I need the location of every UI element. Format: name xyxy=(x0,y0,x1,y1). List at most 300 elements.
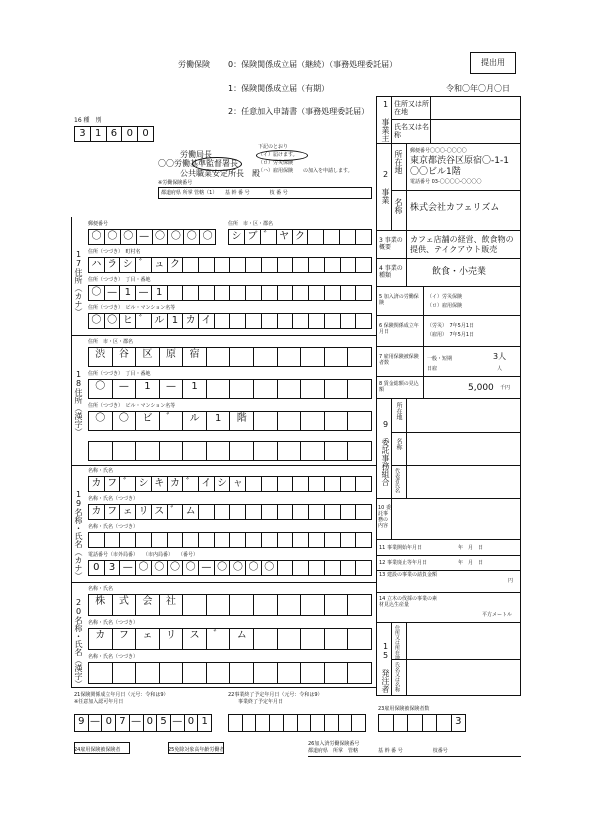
char-cell[interactable]: ム xyxy=(183,505,199,519)
char-cell[interactable] xyxy=(301,629,325,649)
char-cell[interactable]: ム xyxy=(230,629,254,649)
char-cell[interactable] xyxy=(437,715,452,731)
char-cell[interactable] xyxy=(215,505,231,519)
s18-bldg-cells[interactable] xyxy=(88,411,372,431)
char-cell[interactable]: ャ xyxy=(230,477,246,491)
char-cell[interactable] xyxy=(262,477,278,491)
char-cell[interactable]: 3 xyxy=(455,716,462,727)
char-cell[interactable] xyxy=(152,533,168,547)
s19-n1-cells[interactable] xyxy=(88,476,372,492)
char-cell[interactable] xyxy=(301,348,325,366)
char-cell[interactable] xyxy=(325,380,349,398)
s20-n1-cells[interactable] xyxy=(88,594,372,616)
char-cell[interactable] xyxy=(348,663,371,683)
char-cell[interactable] xyxy=(348,412,371,430)
char-cell[interactable]: 〇 xyxy=(121,230,137,244)
char-cell[interactable] xyxy=(309,477,325,491)
char-cell[interactable]: ラ xyxy=(105,258,121,272)
item15-label: 15 発注者 xyxy=(381,642,390,693)
char-cell[interactable] xyxy=(278,477,294,491)
labor-number-box[interactable] xyxy=(158,187,372,199)
char-cell[interactable]: 1 xyxy=(136,380,160,398)
char-cell[interactable] xyxy=(183,286,199,300)
char-cell[interactable] xyxy=(325,442,349,460)
char-cell[interactable]: 1 xyxy=(152,286,168,300)
char-cell[interactable] xyxy=(340,230,356,244)
char-cell[interactable] xyxy=(325,629,349,649)
char-cell[interactable] xyxy=(278,286,294,300)
char-cell[interactable]: ル xyxy=(152,314,168,328)
char-cell[interactable]: ブ xyxy=(245,230,261,244)
char-cell[interactable]: シ xyxy=(229,230,245,244)
char-cell[interactable] xyxy=(325,715,339,731)
char-cell[interactable] xyxy=(215,314,231,328)
char-cell[interactable] xyxy=(120,533,136,547)
char-cell[interactable] xyxy=(246,505,262,519)
char-cell[interactable] xyxy=(301,412,325,430)
char-cell[interactable]: 社 xyxy=(160,595,184,615)
char-cell[interactable]: ク xyxy=(168,258,184,272)
char-cell[interactable] xyxy=(199,258,215,272)
char-cell[interactable]: 5 xyxy=(157,715,171,731)
char-cell[interactable]: 1 xyxy=(168,314,184,328)
recipient-line2: 〇〇労働基準監督署長 xyxy=(158,159,238,168)
char-cell[interactable] xyxy=(356,258,371,272)
char-cell[interactable] xyxy=(230,258,246,272)
char-cell[interactable] xyxy=(309,561,325,575)
char-cell[interactable] xyxy=(356,533,371,547)
char-cell[interactable]: 〇 xyxy=(168,561,184,575)
char-cell[interactable] xyxy=(293,505,309,519)
s18-extra-cells[interactable] xyxy=(88,441,372,461)
char-cell[interactable]: 〇 xyxy=(105,230,121,244)
char-cell[interactable] xyxy=(207,595,231,615)
char-cell[interactable]: リ xyxy=(136,505,152,519)
char-cell[interactable]: フ xyxy=(105,477,121,491)
char-cell[interactable]: 〇 xyxy=(89,412,113,430)
char-cell[interactable]: カ xyxy=(89,477,105,491)
char-cell[interactable] xyxy=(308,230,324,244)
char-cell[interactable]: 1 xyxy=(183,380,207,398)
char-cell[interactable] xyxy=(408,715,423,731)
char-cell[interactable] xyxy=(356,477,371,491)
char-cell[interactable]: ル xyxy=(183,412,207,430)
char-cell[interactable]: 0 xyxy=(142,128,149,139)
char-cell[interactable] xyxy=(379,715,394,731)
char-cell[interactable] xyxy=(183,533,199,547)
s18-city-cells[interactable] xyxy=(88,347,372,367)
item7-unit: 人 xyxy=(497,366,503,372)
char-cell[interactable]: — xyxy=(113,380,137,398)
char-cell[interactable] xyxy=(309,286,325,300)
char-cell[interactable]: — xyxy=(89,715,103,731)
char-cell[interactable] xyxy=(356,230,371,244)
char-cell[interactable]: 宿 xyxy=(183,348,207,366)
item6-b: （雇用） 7年5月1日 xyxy=(427,332,475,338)
char-cell[interactable] xyxy=(278,258,294,272)
char-cell[interactable]: 1 xyxy=(201,716,208,727)
char-cell[interactable]: 1 xyxy=(91,127,107,141)
item10-label: 10 委託事務の内容 xyxy=(378,505,391,529)
char-cell[interactable] xyxy=(262,505,278,519)
char-cell[interactable] xyxy=(89,663,113,683)
char-cell[interactable] xyxy=(325,412,349,430)
char-cell[interactable]: ゛ xyxy=(136,314,152,328)
s18-chome-cells[interactable] xyxy=(88,379,372,399)
item8-value: 5,000 xyxy=(468,383,494,393)
char-cell[interactable]: — xyxy=(160,380,184,398)
char-cell[interactable]: 〇 xyxy=(183,561,199,575)
char-cell[interactable]: ク xyxy=(293,230,309,244)
char-cell[interactable]: 0 xyxy=(144,715,158,731)
char-cell[interactable] xyxy=(113,442,137,460)
char-cell[interactable]: 1 xyxy=(207,412,231,430)
char-cell[interactable]: 3 xyxy=(75,127,91,141)
char-cell[interactable]: キ xyxy=(152,477,168,491)
char-cell[interactable] xyxy=(341,286,357,300)
char-cell[interactable] xyxy=(246,258,262,272)
char-cell[interactable] xyxy=(207,663,231,683)
char-cell[interactable] xyxy=(230,380,254,398)
char-cell[interactable]: 〇 xyxy=(202,231,213,242)
char-cell[interactable] xyxy=(325,314,341,328)
char-cell[interactable]: 〇 xyxy=(89,314,105,328)
char-cell[interactable] xyxy=(278,348,302,366)
item15-b: 氏名又は名称 xyxy=(394,662,400,692)
item2-label: 2 事業 xyxy=(381,170,390,204)
char-cell[interactable] xyxy=(254,348,278,366)
char-cell[interactable]: — xyxy=(171,715,185,731)
char-cell[interactable]: 〇 xyxy=(89,286,105,300)
char-cell[interactable] xyxy=(168,286,184,300)
char-cell[interactable]: シ xyxy=(120,258,136,272)
char-cell[interactable]: カ xyxy=(183,314,199,328)
char-cell[interactable] xyxy=(301,663,325,683)
char-cell[interactable]: ゛ xyxy=(160,412,184,430)
s19-n2-cells[interactable] xyxy=(88,504,372,520)
char-cell[interactable] xyxy=(348,629,371,649)
item11-value: 年 月 日 xyxy=(458,545,484,551)
char-cell[interactable] xyxy=(293,314,309,328)
char-cell[interactable] xyxy=(356,314,371,328)
char-cell[interactable]: 〇 xyxy=(89,230,105,244)
type-cells[interactable] xyxy=(74,126,154,142)
s19-n3-cells[interactable] xyxy=(88,532,372,548)
char-cell[interactable] xyxy=(341,505,357,519)
char-cell[interactable] xyxy=(293,561,309,575)
char-cell[interactable] xyxy=(254,380,278,398)
item12-value: 年 月 日 xyxy=(458,560,484,566)
char-cell[interactable] xyxy=(246,477,262,491)
char-cell[interactable]: ゛ xyxy=(207,629,231,649)
char-cell[interactable] xyxy=(324,230,340,244)
char-cell[interactable]: フ xyxy=(113,629,137,649)
char-cell[interactable]: カ xyxy=(89,505,105,519)
s19-n1-label: 名称・氏名 xyxy=(88,468,114,474)
char-cell[interactable] xyxy=(356,286,371,300)
char-cell[interactable]: 〇 xyxy=(168,230,184,244)
char-cell[interactable] xyxy=(199,286,215,300)
char-cell[interactable]: ス xyxy=(183,629,207,649)
char-cell[interactable] xyxy=(199,533,215,547)
s19-tel-cells[interactable] xyxy=(88,560,372,576)
char-cell[interactable] xyxy=(394,715,409,731)
char-cell[interactable]: イ xyxy=(199,477,215,491)
char-cell[interactable]: ゛ xyxy=(136,258,152,272)
char-cell[interactable] xyxy=(325,286,341,300)
char-cell[interactable]: — xyxy=(105,286,121,300)
char-cell[interactable]: ハ xyxy=(89,258,105,272)
char-cell[interactable]: イ xyxy=(199,314,215,328)
char-cell[interactable] xyxy=(341,533,357,547)
char-cell[interactable] xyxy=(278,629,302,649)
char-cell[interactable] xyxy=(230,442,254,460)
char-cell[interactable]: 7 xyxy=(116,715,130,731)
char-cell[interactable]: 0 xyxy=(89,561,105,575)
char-cell[interactable] xyxy=(229,715,243,731)
char-cell[interactable] xyxy=(230,663,254,683)
char-cell[interactable] xyxy=(284,715,298,731)
char-cell[interactable] xyxy=(254,663,278,683)
char-cell[interactable] xyxy=(183,442,207,460)
char-cell[interactable] xyxy=(278,412,302,430)
char-cell[interactable] xyxy=(325,258,341,272)
char-cell[interactable]: 〇 xyxy=(113,412,137,430)
char-cell[interactable] xyxy=(356,505,371,519)
item13-label: 13 建設の事業の請負金額 xyxy=(379,572,437,578)
char-cell[interactable]: リ xyxy=(160,629,184,649)
char-cell[interactable]: 3 xyxy=(105,561,121,575)
char-cell[interactable] xyxy=(136,533,152,547)
char-cell[interactable]: ゛ xyxy=(183,477,199,491)
char-cell[interactable]: ス xyxy=(152,505,168,519)
char-cell[interactable]: フ xyxy=(105,505,121,519)
char-cell[interactable] xyxy=(278,595,302,615)
char-cell[interactable] xyxy=(168,533,184,547)
char-cell[interactable]: ュ xyxy=(152,258,168,272)
s17-city-cells[interactable] xyxy=(228,229,372,245)
char-cell[interactable] xyxy=(341,477,357,491)
char-cell[interactable] xyxy=(325,595,349,615)
char-cell[interactable] xyxy=(356,561,371,575)
s17-postal-cells[interactable] xyxy=(88,229,216,245)
char-cell[interactable]: 1 xyxy=(120,286,136,300)
char-cell[interactable]: — xyxy=(199,561,215,575)
char-cell[interactable] xyxy=(183,595,207,615)
char-cell[interactable] xyxy=(230,505,246,519)
char-cell[interactable] xyxy=(325,561,341,575)
char-cell[interactable] xyxy=(230,286,246,300)
char-cell[interactable]: 〇 xyxy=(152,561,168,575)
char-cell[interactable]: ェ xyxy=(136,629,160,649)
char-cell[interactable] xyxy=(301,595,325,615)
char-cell[interactable]: 〇 xyxy=(184,230,200,244)
char-cell[interactable]: ゛ xyxy=(120,477,136,491)
char-cell[interactable]: — xyxy=(136,286,152,300)
char-cell[interactable] xyxy=(207,442,231,460)
char-cell[interactable] xyxy=(325,348,349,366)
char-cell[interactable]: 0 xyxy=(122,127,138,141)
char-cell[interactable] xyxy=(301,442,325,460)
char-cell[interactable] xyxy=(309,505,325,519)
char-cell[interactable] xyxy=(105,533,121,547)
char-cell[interactable] xyxy=(262,314,278,328)
item8-label: 8 賃金総額の見込額 xyxy=(379,381,419,393)
char-cell[interactable]: 9 xyxy=(75,715,89,731)
s19-label: 19名称・氏名（カナ） xyxy=(74,490,83,580)
char-cell[interactable] xyxy=(348,442,371,460)
char-cell[interactable] xyxy=(325,533,341,547)
business-addr2: 〇〇ビル1階 xyxy=(410,167,461,177)
char-cell[interactable] xyxy=(270,715,284,731)
char-cell[interactable] xyxy=(136,442,160,460)
char-cell[interactable] xyxy=(246,286,262,300)
char-cell[interactable]: 渋 xyxy=(89,348,113,366)
char-cell[interactable]: 会 xyxy=(136,595,160,615)
char-cell[interactable]: 式 xyxy=(113,595,137,615)
char-cell[interactable]: カ xyxy=(89,629,113,649)
char-cell[interactable]: ビ xyxy=(136,412,160,430)
char-cell[interactable] xyxy=(230,533,246,547)
char-cell[interactable]: 〇 xyxy=(230,561,246,575)
char-cell[interactable] xyxy=(215,533,231,547)
char-cell[interactable]: ゛ xyxy=(261,230,277,244)
char-cell[interactable] xyxy=(309,314,325,328)
s20-n3-cells[interactable] xyxy=(88,662,372,684)
s17-town-cells[interactable] xyxy=(88,257,372,273)
char-cell[interactable] xyxy=(160,663,184,683)
char-cell[interactable] xyxy=(254,412,278,430)
char-cell[interactable]: シ xyxy=(136,477,152,491)
char-cell[interactable]: 〇 xyxy=(262,561,278,575)
char-cell[interactable] xyxy=(341,314,357,328)
char-cell[interactable] xyxy=(325,505,341,519)
char-cell[interactable]: 〇 xyxy=(215,561,231,575)
char-cell[interactable] xyxy=(230,314,246,328)
item5-a: （イ）労災保険 xyxy=(427,294,463,300)
char-cell[interactable] xyxy=(293,477,309,491)
s17-chome-cells[interactable] xyxy=(88,285,372,301)
char-cell[interactable] xyxy=(293,286,309,300)
char-cell[interactable]: シ xyxy=(215,477,231,491)
char-cell[interactable]: ヒ xyxy=(120,314,136,328)
char-cell[interactable] xyxy=(136,663,160,683)
char-cell[interactable] xyxy=(348,348,371,366)
char-cell[interactable] xyxy=(215,258,231,272)
f23-cells[interactable] xyxy=(378,714,466,732)
char-cell[interactable] xyxy=(278,505,294,519)
item3-label: 3 事業の概要 xyxy=(379,237,403,251)
char-cell[interactable]: 〇 xyxy=(105,314,121,328)
char-cell[interactable] xyxy=(278,314,294,328)
char-cell[interactable]: 〇 xyxy=(136,561,152,575)
char-cell[interactable]: 階 xyxy=(230,412,254,430)
char-cell[interactable] xyxy=(278,533,294,547)
char-cell[interactable]: ェ xyxy=(120,505,136,519)
char-cell[interactable]: 6 xyxy=(107,127,123,141)
char-cell[interactable] xyxy=(262,258,278,272)
char-cell[interactable]: — xyxy=(120,561,136,575)
char-cell[interactable] xyxy=(183,258,199,272)
char-cell[interactable] xyxy=(293,533,309,547)
char-cell[interactable] xyxy=(254,595,278,615)
char-cell[interactable]: カ xyxy=(168,477,184,491)
char-cell[interactable] xyxy=(160,442,184,460)
char-cell[interactable] xyxy=(243,715,257,731)
char-cell[interactable]: 〇 xyxy=(89,380,113,398)
char-cell[interactable]: 区 xyxy=(136,348,160,366)
char-cell[interactable] xyxy=(230,595,254,615)
char-cell[interactable]: — xyxy=(130,715,144,731)
char-cell[interactable]: ゛ xyxy=(168,505,184,519)
char-cell[interactable]: 原 xyxy=(160,348,184,366)
f22-cells[interactable] xyxy=(228,714,366,732)
char-cell[interactable] xyxy=(341,561,357,575)
char-cell[interactable]: 株 xyxy=(89,595,113,615)
char-cell[interactable]: 〇 xyxy=(153,230,169,244)
char-cell[interactable]: 0 xyxy=(102,715,116,731)
char-cell[interactable] xyxy=(207,380,231,398)
char-cell[interactable] xyxy=(311,715,325,731)
char-cell[interactable] xyxy=(278,663,302,683)
left-border xyxy=(71,217,72,687)
char-cell[interactable] xyxy=(230,348,254,366)
f21-cells[interactable] xyxy=(74,714,212,732)
char-cell[interactable] xyxy=(278,380,302,398)
char-cell[interactable]: 0 xyxy=(185,715,199,731)
char-cell[interactable] xyxy=(348,595,371,615)
char-cell[interactable] xyxy=(254,442,278,460)
char-cell[interactable] xyxy=(339,715,353,731)
char-cell[interactable] xyxy=(309,258,325,272)
s20-n2-cells[interactable] xyxy=(88,628,372,650)
char-cell[interactable]: 〇 xyxy=(246,561,262,575)
char-cell[interactable] xyxy=(256,715,270,731)
char-cell[interactable] xyxy=(278,442,302,460)
char-cell[interactable] xyxy=(325,477,341,491)
s19-n3-label: 名称・氏名（つづき） xyxy=(88,524,139,530)
char-cell[interactable] xyxy=(278,561,294,575)
char-cell[interactable] xyxy=(352,715,365,731)
char-cell[interactable]: 谷 xyxy=(113,348,137,366)
char-cell[interactable]: ヤ xyxy=(277,230,293,244)
char-cell[interactable] xyxy=(113,663,137,683)
char-cell[interactable] xyxy=(298,715,312,731)
char-cell[interactable] xyxy=(199,505,215,519)
char-cell[interactable]: — xyxy=(137,230,153,244)
char-cell[interactable] xyxy=(301,380,325,398)
char-cell[interactable] xyxy=(293,258,309,272)
char-cell[interactable] xyxy=(183,663,207,683)
char-cell[interactable] xyxy=(309,533,325,547)
char-cell[interactable] xyxy=(246,314,262,328)
char-cell[interactable] xyxy=(262,286,278,300)
char-cell[interactable] xyxy=(341,258,357,272)
char-cell[interactable] xyxy=(254,629,278,649)
char-cell[interactable] xyxy=(215,286,231,300)
char-cell[interactable] xyxy=(262,533,278,547)
char-cell[interactable] xyxy=(423,715,438,731)
char-cell[interactable] xyxy=(89,442,113,460)
char-cell[interactable] xyxy=(207,348,231,366)
s17-bldg-cells[interactable] xyxy=(88,313,372,329)
char-cell[interactable] xyxy=(348,380,371,398)
s17-pref-label: 住所 市・区・郡名 xyxy=(228,221,274,227)
char-cell[interactable] xyxy=(325,663,349,683)
f26-cols: 都道府県 所掌 管轄 基 幹 番 号 枝番号 xyxy=(308,748,448,754)
char-cell[interactable] xyxy=(246,533,262,547)
char-cell[interactable] xyxy=(89,533,105,547)
